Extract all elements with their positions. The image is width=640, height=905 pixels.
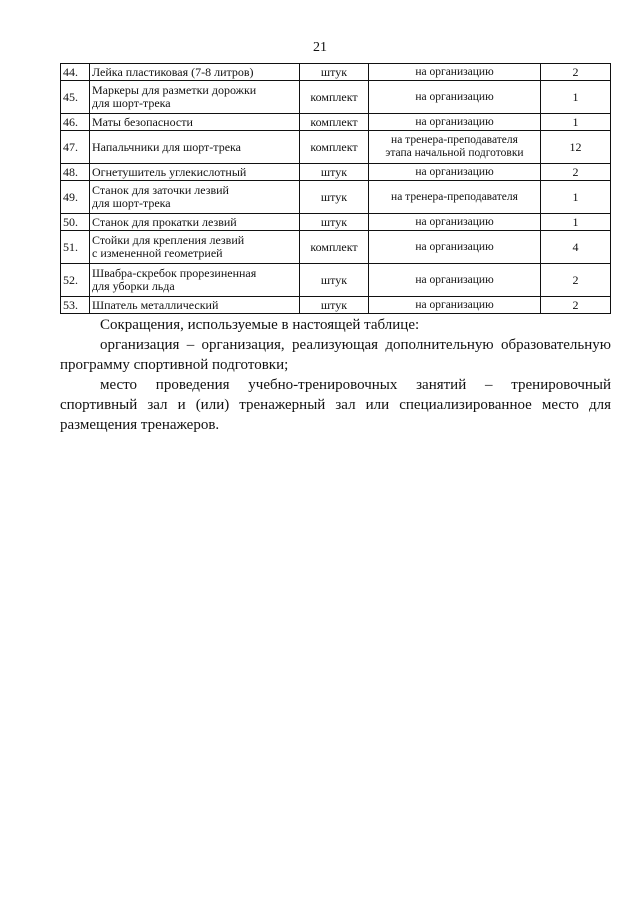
item-name-line: Станок для заточки лезвий <box>92 183 229 197</box>
row-number: 46. <box>61 114 90 131</box>
row-number: 44. <box>61 64 90 81</box>
calculation-unit <box>369 131 541 164</box>
calculation-unit <box>369 214 541 231</box>
item-name-line: с измененной геометрией <box>92 246 223 260</box>
item-name-line: Напальчники для шорт-трека <box>92 139 241 154</box>
item-name-line: Станок для прокатки лезвий <box>92 214 237 229</box>
calculation-unit <box>369 297 541 314</box>
item-name-line: для шорт-трека <box>92 96 171 110</box>
equipment-table <box>60 63 611 314</box>
table-row <box>61 131 611 164</box>
row-number: 52. <box>61 264 90 297</box>
calculation-unit <box>369 181 541 214</box>
table-row <box>61 214 611 231</box>
calculation-unit <box>369 164 541 181</box>
calculation-unit <box>369 114 541 131</box>
row-number: 53. <box>61 297 90 314</box>
unit-of-measure: комплект <box>300 231 369 264</box>
quantity: 2 <box>541 264 611 297</box>
quantity: 2 <box>541 297 611 314</box>
quantity: 12 <box>541 131 611 164</box>
row-number: 49. <box>61 181 90 214</box>
table-row <box>61 264 611 297</box>
page-number: 21 <box>313 40 327 55</box>
item-name <box>90 81 300 114</box>
quantity: 1 <box>541 81 611 114</box>
row-number: 51. <box>61 231 90 264</box>
quantity: 1 <box>541 214 611 231</box>
calculation-unit-line: на организацию <box>415 115 494 128</box>
unit-of-measure: штук <box>300 181 369 214</box>
item-name-line: Лейка пластиковая (7-8 литров) <box>92 64 254 79</box>
item-name <box>90 297 300 314</box>
calculation-unit-line: на организацию <box>415 165 494 178</box>
calculation-unit-line: на организацию <box>415 215 494 228</box>
unit-of-measure: комплект <box>300 81 369 114</box>
definition-training-place: место проведения учебно-тренировочных занятий – тренировочный спортивный зал и (или) тренажерный зал или специализированное место для размещения тренажеров. <box>60 377 611 433</box>
item-name-line: Шпатель металлический <box>92 297 219 312</box>
unit-of-measure: штук <box>300 264 369 297</box>
table-row <box>61 81 611 114</box>
quantity: 2 <box>541 64 611 81</box>
calculation-unit <box>369 264 541 297</box>
item-name <box>90 131 300 164</box>
notes-heading: Сокращения, используемые в настоящей таблице: <box>100 317 420 333</box>
abbreviations-notes <box>60 315 611 435</box>
calculation-unit <box>369 64 541 81</box>
unit-of-measure: штук <box>300 297 369 314</box>
definition-organization: организация – организация, реализующая дополнительную образовательную программу спортивной подготовки; <box>60 337 611 373</box>
calculation-unit-line: на организацию <box>415 240 494 253</box>
table-row <box>61 231 611 264</box>
unit-of-measure: комплект <box>300 131 369 164</box>
item-name <box>90 264 300 297</box>
calculation-unit-line: на организацию <box>415 65 494 78</box>
item-name-line: Швабра-скребок прорезиненная <box>92 266 257 280</box>
item-name <box>90 231 300 264</box>
row-number: 50. <box>61 214 90 231</box>
calculation-unit-line: на тренера-преподавателя <box>391 134 518 146</box>
quantity: 4 <box>541 231 611 264</box>
item-name-line: Маты безопасности <box>92 114 193 129</box>
table-row <box>61 114 611 131</box>
item-name <box>90 181 300 214</box>
item-name <box>90 114 300 131</box>
item-name-line: Стойки для крепления лезвий <box>92 233 245 247</box>
row-number: 45. <box>61 81 90 114</box>
table-row <box>61 64 611 81</box>
calculation-unit-line: этапа начальной подготовки <box>385 147 524 159</box>
item-name-line: для уборки льда <box>92 279 175 293</box>
calculation-unit-line: на организацию <box>415 273 494 286</box>
calculation-unit-line: на организацию <box>415 298 494 311</box>
quantity: 2 <box>541 164 611 181</box>
item-name <box>90 214 300 231</box>
unit-of-measure: штук <box>300 64 369 81</box>
table-row <box>61 297 611 314</box>
unit-of-measure: штук <box>300 164 369 181</box>
unit-of-measure: комплект <box>300 114 369 131</box>
calculation-unit-line: на организацию <box>415 90 494 103</box>
item-name-line: для шорт-трека <box>92 196 171 210</box>
row-number: 47. <box>61 131 90 164</box>
calculation-unit <box>369 81 541 114</box>
calculation-unit-line: на тренера-преподавателя <box>391 190 518 203</box>
item-name-line: Маркеры для разметки дорожки <box>92 83 257 97</box>
equipment-table-body <box>61 64 611 314</box>
quantity: 1 <box>541 181 611 214</box>
quantity: 1 <box>541 114 611 131</box>
table-row <box>61 181 611 214</box>
item-name <box>90 164 300 181</box>
table-row <box>61 164 611 181</box>
calculation-unit <box>369 231 541 264</box>
unit-of-measure: штук <box>300 214 369 231</box>
item-name <box>90 64 300 81</box>
row-number: 48. <box>61 164 90 181</box>
item-name-line: Огнетушитель углекислотный <box>92 164 247 179</box>
